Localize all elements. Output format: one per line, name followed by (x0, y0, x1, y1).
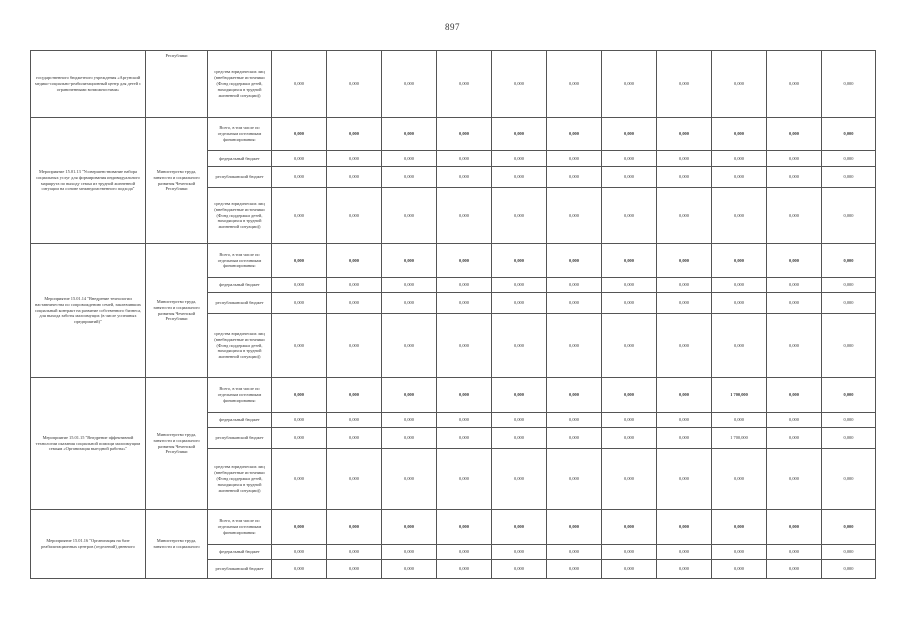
amount-cell: 0,000 (327, 278, 382, 293)
amount-cell: 0,000 (602, 51, 657, 118)
amount-cell: 0,000 (822, 378, 876, 413)
amount-cell: 0,000 (822, 545, 876, 560)
amount-cell: 0,000 (382, 244, 437, 278)
funding-source-cell: республиканский бюджет (208, 167, 272, 188)
amount-cell: 0,000 (822, 428, 876, 449)
amount-cell: 0,000 (382, 167, 437, 188)
amount-cell: 0,000 (602, 413, 657, 428)
amount-cell: 0,000 (767, 188, 822, 244)
amount-cell: 0,000 (657, 51, 712, 118)
amount-cell: 0,000 (547, 167, 602, 188)
amount-cell: 0,000 (657, 278, 712, 293)
amount-cell: 0,000 (327, 167, 382, 188)
amount-cell: 0,000 (492, 293, 547, 314)
amount-cell: 0,000 (657, 188, 712, 244)
amount-cell: 0,000 (327, 51, 382, 118)
amount-cell: 0,000 (272, 510, 327, 545)
amount-cell: 0,000 (712, 314, 767, 378)
amount-cell: 0,000 (382, 428, 437, 449)
amount-cell: 0,000 (272, 293, 327, 314)
amount-cell: 0,000 (657, 560, 712, 579)
amount-cell: 0,000 (382, 118, 437, 151)
event-cell: Мероприятие 15.01.16 "Организация на базе реабилитационных центров (отделений) дневного (31, 510, 146, 579)
amount-cell: 0,000 (767, 378, 822, 413)
amount-cell: 0,000 (602, 118, 657, 151)
amount-cell: 0,000 (657, 449, 712, 510)
amount-cell: 0,000 (272, 428, 327, 449)
amount-cell: 0,000 (712, 293, 767, 314)
amount-cell: 0,000 (272, 314, 327, 378)
amount-cell: 0,000 (272, 278, 327, 293)
amount-cell: 0,000 (382, 278, 437, 293)
amount-cell: 0,000 (767, 151, 822, 167)
amount-cell: 0,000 (382, 378, 437, 413)
amount-cell: 0,000 (547, 314, 602, 378)
amount-cell: 0,000 (492, 510, 547, 545)
amount-cell: 0,000 (492, 151, 547, 167)
amount-cell: 0,000 (272, 449, 327, 510)
event-cell: Мероприятие 15.01.15 "Внедрение эффективной технологии оказания социальной помощи малоимущим семьям «Организация выездной работы»" (31, 378, 146, 510)
amount-cell: 0,000 (602, 428, 657, 449)
funding-source-cell: федеральный бюджет (208, 545, 272, 560)
amount-cell: 0,000 (657, 293, 712, 314)
amount-cell: 0,000 (382, 314, 437, 378)
funding-source-cell: средства юридических лиц (внебюджетные источники (Фонд поддержки детей, находящихся в трудной жизненной ситуации)) (208, 449, 272, 510)
table-row (31, 118, 876, 151)
amount-cell: 0,000 (437, 314, 492, 378)
table-body (31, 51, 876, 579)
funding-source-cell: средства юридических лиц (внебюджетные источники (Фонд поддержки детей, находящихся в трудной жизненной ситуации)) (208, 51, 272, 118)
amount-cell: 0,000 (822, 244, 876, 278)
funding-source-cell: республиканский бюджет (208, 560, 272, 579)
amount-cell: 0,000 (822, 167, 876, 188)
amount-cell: 0,000 (712, 118, 767, 151)
amount-cell: 0,000 (602, 378, 657, 413)
amount-cell: 0,000 (657, 428, 712, 449)
amount-cell: 0,000 (657, 118, 712, 151)
amount-cell: 0,000 (547, 151, 602, 167)
executor-cell: Министерство труда, занятости и социального развития Чеченской Республики (146, 118, 208, 244)
amount-cell: 0,000 (272, 378, 327, 413)
funding-source-cell: Всего, в том числе по отдельным источникам финансирования: (208, 244, 272, 278)
amount-cell: 0,000 (822, 314, 876, 378)
executor-cell: Республики (146, 51, 208, 118)
amount-cell: 0,000 (327, 151, 382, 167)
executor-cell: Министерство труда, занятости и социального развития Чеченской Республики (146, 378, 208, 510)
funding-source-cell: средства юридических лиц (внебюджетные источники (Фонд поддержки детей, находящихся в трудной жизненной ситуации)) (208, 314, 272, 378)
amount-cell: 0,000 (327, 510, 382, 545)
amount-cell: 0,000 (657, 244, 712, 278)
amount-cell: 0,000 (492, 428, 547, 449)
amount-cell: 0,000 (602, 188, 657, 244)
amount-cell: 0,000 (547, 278, 602, 293)
amount-cell: 0,000 (547, 244, 602, 278)
amount-cell: 0,000 (327, 545, 382, 560)
amount-cell: 0,000 (547, 293, 602, 314)
amount-cell: 0,000 (382, 293, 437, 314)
amount-cell: 0,000 (712, 167, 767, 188)
amount-cell: 0,000 (327, 314, 382, 378)
amount-cell: 0,000 (327, 118, 382, 151)
amount-cell: 0,000 (602, 244, 657, 278)
funding-source-cell: республиканский бюджет (208, 428, 272, 449)
amount-cell: 0,000 (822, 449, 876, 510)
page-number: 897 (445, 22, 460, 32)
amount-cell: 0,000 (602, 167, 657, 188)
amount-cell: 0,000 (712, 151, 767, 167)
table-row (31, 378, 876, 413)
amount-cell: 0,000 (547, 118, 602, 151)
amount-cell: 0,000 (712, 545, 767, 560)
amount-cell: 0,000 (437, 188, 492, 244)
amount-cell: 0,000 (712, 560, 767, 579)
amount-cell: 0,000 (712, 244, 767, 278)
amount-cell: 0,000 (712, 188, 767, 244)
amount-cell: 0,000 (767, 413, 822, 428)
amount-cell: 0,000 (382, 560, 437, 579)
amount-cell: 0,000 (272, 118, 327, 151)
amount-cell: 0,000 (767, 314, 822, 378)
amount-cell: 0,000 (602, 560, 657, 579)
amount-cell: 0,000 (437, 151, 492, 167)
amount-cell: 0,000 (547, 449, 602, 510)
funding-source-cell: Всего, в том числе по отдельным источникам финансирования: (208, 378, 272, 413)
amount-cell: 0,000 (327, 244, 382, 278)
amount-cell: 0,000 (437, 293, 492, 314)
amount-cell: 0,000 (767, 428, 822, 449)
amount-cell: 0,000 (382, 510, 437, 545)
amount-cell: 0,000 (602, 293, 657, 314)
amount-cell: 0,000 (767, 510, 822, 545)
funding-source-cell: федеральный бюджет (208, 151, 272, 167)
amount-cell: 0,000 (327, 449, 382, 510)
amount-cell: 0,000 (492, 545, 547, 560)
amount-cell: 0,000 (767, 449, 822, 510)
amount-cell: 0,000 (437, 560, 492, 579)
amount-cell: 0,000 (272, 167, 327, 188)
funding-source-cell: федеральный бюджет (208, 278, 272, 293)
amount-cell: 0,000 (437, 449, 492, 510)
amount-cell: 0,000 (657, 413, 712, 428)
amount-cell: 0,000 (327, 188, 382, 244)
amount-cell: 0,000 (822, 51, 876, 118)
amount-cell: 0,000 (272, 51, 327, 118)
amount-cell: 0,000 (437, 244, 492, 278)
amount-cell: 0,000 (437, 413, 492, 428)
amount-cell: 0,000 (822, 560, 876, 579)
amount-cell: 0,000 (767, 560, 822, 579)
amount-cell: 0,000 (822, 510, 876, 545)
amount-cell: 1 700,000 (712, 378, 767, 413)
amount-cell: 0,000 (272, 151, 327, 167)
amount-cell: 0,000 (657, 167, 712, 188)
financing-table (30, 50, 876, 579)
funding-source-cell: федеральный бюджет (208, 413, 272, 428)
table-row (31, 51, 876, 118)
funding-source-cell: республиканский бюджет (208, 293, 272, 314)
amount-cell: 0,000 (327, 560, 382, 579)
amount-cell: 0,000 (767, 118, 822, 151)
amount-cell: 0,000 (822, 151, 876, 167)
amount-cell: 0,000 (712, 51, 767, 118)
amount-cell: 0,000 (327, 413, 382, 428)
amount-cell: 0,000 (492, 118, 547, 151)
amount-cell: 0,000 (602, 449, 657, 510)
amount-cell: 0,000 (437, 510, 492, 545)
amount-cell: 0,000 (492, 314, 547, 378)
amount-cell: 0,000 (492, 278, 547, 293)
amount-cell: 0,000 (822, 188, 876, 244)
amount-cell: 0,000 (822, 118, 876, 151)
amount-cell: 0,000 (327, 378, 382, 413)
amount-cell: 0,000 (382, 545, 437, 560)
amount-cell: 0,000 (492, 413, 547, 428)
amount-cell: 0,000 (272, 560, 327, 579)
amount-cell: 0,000 (437, 428, 492, 449)
amount-cell: 0,000 (712, 510, 767, 545)
amount-cell: 0,000 (602, 278, 657, 293)
table-row (31, 510, 876, 545)
amount-cell: 0,000 (382, 188, 437, 244)
amount-cell: 0,000 (437, 167, 492, 188)
funding-source-cell: средства юридических лиц (внебюджетные источники (Фонд поддержки детей, находящихся в трудной жизненной ситуации)) (208, 188, 272, 244)
amount-cell: 0,000 (822, 293, 876, 314)
amount-cell: 0,000 (437, 378, 492, 413)
amount-cell: 0,000 (437, 545, 492, 560)
executor-cell: Министерство труда, занятости и социального развития Чеченской Республики (146, 244, 208, 378)
amount-cell: 0,000 (492, 449, 547, 510)
amount-cell: 0,000 (437, 51, 492, 118)
amount-cell: 0,000 (657, 510, 712, 545)
executor-cell: Министерство труда, занятости и социального (146, 510, 208, 579)
amount-cell: 0,000 (547, 510, 602, 545)
event-cell: Мероприятие 15.01.14 "Внедрение технологии наставничества по сопровождению семей, заключивших социальный контракт на развитие собственного бизнеса, для выхода заботы малоимущих (в числе успешных предприятий)" (31, 244, 146, 378)
amount-cell: 0,000 (602, 510, 657, 545)
amount-cell: 0,000 (657, 378, 712, 413)
amount-cell: 0,000 (712, 449, 767, 510)
amount-cell: 0,000 (492, 378, 547, 413)
amount-cell: 0,000 (327, 428, 382, 449)
amount-cell: 0,000 (492, 188, 547, 244)
amount-cell: 0,000 (767, 244, 822, 278)
amount-cell: 0,000 (382, 449, 437, 510)
amount-cell: 0,000 (492, 51, 547, 118)
amount-cell: 0,000 (657, 545, 712, 560)
amount-cell: 0,000 (547, 560, 602, 579)
amount-cell: 0,000 (272, 244, 327, 278)
amount-cell: 0,000 (767, 545, 822, 560)
amount-cell: 0,000 (547, 51, 602, 118)
amount-cell: 0,000 (767, 293, 822, 314)
funding-source-cell: Всего, в том числе по отдельным источникам финансирования: (208, 118, 272, 151)
amount-cell: 0,000 (767, 278, 822, 293)
amount-cell: 0,000 (382, 413, 437, 428)
amount-cell: 0,000 (272, 188, 327, 244)
amount-cell: 0,000 (712, 413, 767, 428)
amount-cell: 0,000 (272, 545, 327, 560)
amount-cell: 0,000 (382, 51, 437, 118)
table-row (31, 244, 876, 278)
amount-cell: 0,000 (767, 167, 822, 188)
amount-cell: 0,000 (492, 560, 547, 579)
amount-cell: 0,000 (547, 413, 602, 428)
event-cell: государственного бюджетного учреждения «Аргунский медико-социально-реабилитационный центр для детей с ограниченными возможностями» (31, 51, 146, 118)
amount-cell: 0,000 (602, 151, 657, 167)
amount-cell: 0,000 (437, 118, 492, 151)
amount-cell: 0,000 (382, 151, 437, 167)
amount-cell: 0,000 (437, 278, 492, 293)
amount-cell: 0,000 (767, 51, 822, 118)
amount-cell: 0,000 (822, 278, 876, 293)
funding-source-cell: Всего, в том числе по отдельным источникам финансирования: (208, 510, 272, 545)
event-cell: Мероприятие 15.01.13 "Усовершенствование набора социальных услуг для формирования индивидуального маршрута по выходу семьи из трудной жизненной ситуации на основе межведомственного подхода" (31, 118, 146, 244)
amount-cell: 0,000 (712, 278, 767, 293)
amount-cell: 0,000 (657, 314, 712, 378)
amount-cell: 0,000 (547, 188, 602, 244)
amount-cell: 1 700,000 (712, 428, 767, 449)
amount-cell: 0,000 (272, 413, 327, 428)
amount-cell: 0,000 (657, 151, 712, 167)
amount-cell: 0,000 (492, 244, 547, 278)
amount-cell: 0,000 (602, 545, 657, 560)
amount-cell: 0,000 (822, 413, 876, 428)
amount-cell: 0,000 (492, 167, 547, 188)
amount-cell: 0,000 (602, 314, 657, 378)
amount-cell: 0,000 (547, 545, 602, 560)
amount-cell: 0,000 (547, 378, 602, 413)
amount-cell: 0,000 (327, 293, 382, 314)
amount-cell: 0,000 (547, 428, 602, 449)
